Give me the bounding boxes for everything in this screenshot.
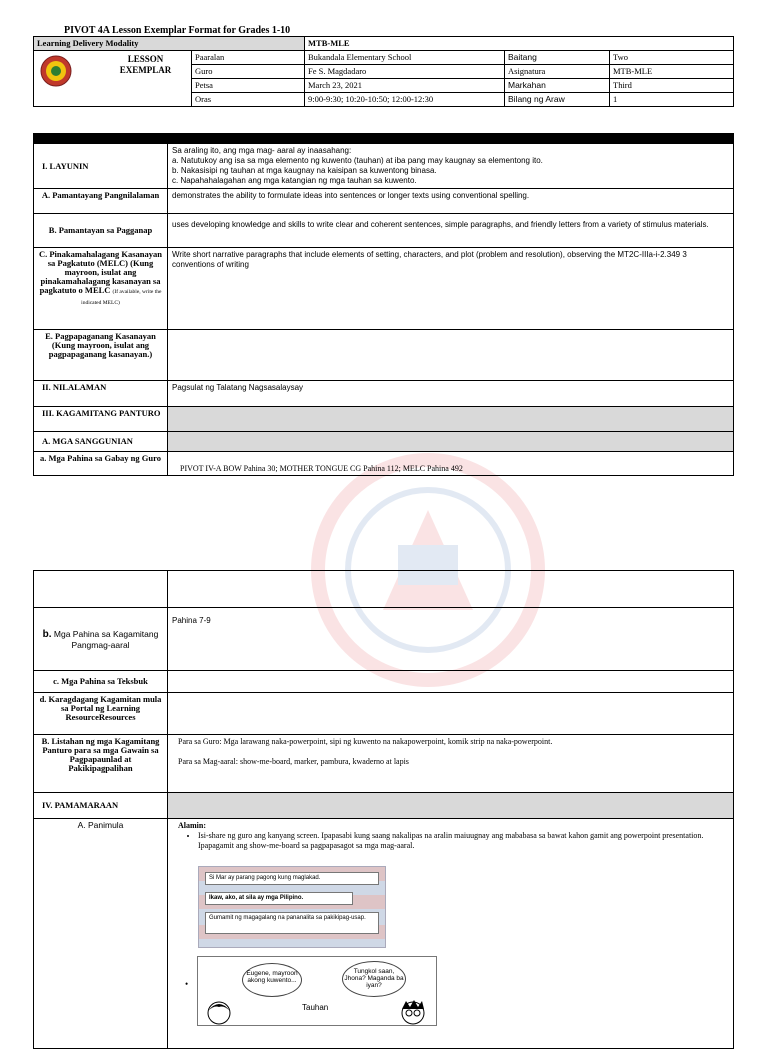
header-value: Third (610, 79, 734, 93)
layunin-line: Sa araling ito, ang mga mag- aaral ay inaasahang: (172, 146, 352, 155)
lesson-header-table (33, 36, 734, 107)
melc-note: (If available, write the indicated MELC) (81, 289, 162, 306)
empty-label-cell (34, 571, 168, 608)
teksbuk-label: c. Mga Pahina sa Teksbuk (34, 671, 168, 693)
sanggunian-value (168, 432, 734, 452)
kagamitang-panturo-label: III. KAGAMITANG PANTURO (34, 407, 168, 432)
melc-value: Write short narrative paragraphs that include elements of setting, characters, and plot (problem and resolution), observing the MT2C-IIIa-i-2.349 3 conventions of writing (168, 248, 734, 330)
kagamitang-pangmag-aaral-prefix: b. (42, 628, 52, 640)
pamamaraan-label: IV. PAMAMARAAN (34, 793, 168, 819)
powerpoint-slide-sentences (198, 866, 386, 948)
document-title: PIVOT 4A Lesson Exemplar Format for Grades 1-10 (64, 25, 291, 36)
pagpapaganang-kasanayan-label: E. Pagpapaganang Kasanayan (Kung mayroon, isulat ang pagpapaganang kasanayan.) (34, 330, 168, 381)
listahan-mag-aaral: Para sa Mag-aaral: show-me-board, marker, pambura, kwaderno at lapis (178, 757, 409, 766)
teksbuk-value (168, 671, 734, 693)
alamin-heading: Alamin: (178, 821, 206, 830)
header-label: Paaralan (192, 51, 305, 65)
gabay-ng-guro-value: PIVOT IV-A BOW Pahina 30; MOTHER TONGUE CG Pahina 112; MELC Pahina 492 (168, 452, 734, 476)
slide-sentence: Si Mar ay parang pagong kung maglakad. (205, 872, 379, 885)
kagamitang-pangmag-aaral-label (34, 608, 168, 671)
panimula-bullet-list (172, 831, 729, 851)
empty-content-cell (168, 571, 734, 608)
header-value: Fe S. Magdadaro (305, 65, 505, 79)
header-value: 1 (610, 93, 734, 107)
header-label: Bilang ng Araw (505, 93, 610, 107)
header-label: Petsa (192, 79, 305, 93)
kagamitang-panturo-value (168, 407, 734, 432)
header-value: 9:00-9:30; 10:20-10:50; 12:00-12:30 (305, 93, 505, 107)
listahan-guro: Para sa Guro: Mga larawang naka-powerpoint, sipi ng kuwento na nakapowerpoint, komik strip na naka-powerpoint. (178, 737, 553, 746)
boy-character-icon (398, 995, 428, 1025)
gabay-ng-guro-label: a. Mga Pahina sa Gabay ng Guro (34, 452, 168, 476)
speech-bubble-left: Eugene, mayroon akong kuwento... (242, 963, 302, 997)
panimula-label: A. Panimula (34, 819, 168, 1049)
karagdagang-kagamitan-label: d. Karagdagang Kagamitan mula sa Portal ng Learning ResourceResources (34, 693, 168, 735)
header-value: Two (610, 51, 734, 65)
powerpoint-slide-comic (197, 956, 437, 1026)
pamantayan-sa-pagganap-value: uses developing knowledge and skills to write clear and coherent sentences, simple paragraphs, and friendly letters from a variety of stimulus materials. (168, 214, 734, 248)
header-label: Markahan (505, 79, 610, 93)
pamantayan-sa-pagganap-label: B. Pamantayan sa Pagganap (34, 214, 168, 248)
karagdagang-kagamitan-value (168, 693, 734, 735)
layunin-line: b. Nakasisipi ng tauhan at mga kaugnay na kaisipan sa kuwentong binasa. (172, 166, 437, 175)
header-value: March 23, 2021 (305, 79, 505, 93)
listahan-kagamitan-label: B. Listahan ng mga Kagamitang Panturo para sa mga Gawain sa Pagpapaunlad at Pakikipagpalihan (34, 735, 168, 793)
sanggunian-label: A. MGA SANGGUNIAN (34, 432, 168, 452)
lesson-objectives-table (33, 133, 734, 476)
pamantayang-pangnilalaman-value: demonstrates the ability to formulate ideas into sentences or longer texts using conventional spelling. (168, 189, 734, 214)
slide-sentence: Ikaw, ako, at sila ay mga Pilipino. (205, 892, 353, 905)
melc-label-text: C. Pinakamahalagang Kasanayan sa Pagkatuto (MELC) (Kung mayroon, isulat ang pinakamahalagang kasanayan sa pagkatuto o MELC (38, 249, 163, 295)
modality-value: MTB-MLE (305, 37, 734, 51)
kagamitang-pangmag-aaral-text: Mga Pahina sa Kagamitang Pangmag-aaral (51, 628, 159, 650)
header-value: MTB-MLE (610, 65, 734, 79)
pamantayang-pangnilalaman-label: A. Pamantayang Pangnilalaman (34, 189, 168, 214)
layunin-content (168, 144, 734, 189)
layunin-line: c. Napahahalagahan ang mga katangian ng mga tauhan sa kuwento. (172, 176, 417, 185)
modality-label: Learning Delivery Modality (34, 37, 305, 51)
pamamaraan-value (168, 793, 734, 819)
melc-label (34, 248, 168, 330)
listahan-kagamitan-value (168, 735, 734, 793)
nilalaman-value: Pagsulat ng Talatang Nagsasalaysay (168, 381, 734, 407)
header-label: Baitang (505, 51, 610, 65)
layunin-label: I. LAYUNIN (34, 144, 168, 189)
kagamitang-pangmag-aaral-value: Pahina 7-9 (168, 608, 734, 671)
speech-bubble-right: Tungkol saan, Jhona? Maganda ba iyan? (342, 961, 406, 997)
girl-character-icon (204, 995, 234, 1025)
panimula-bullet: • Isi-share ng guro ang kanyang screen. Ipapasabi kung saang nakalipas na aralin maiuugnay ang mababasa sa bawat kahon gamit ang powerpoint presentation. Ipapagamit ang show-me-board sa pagpapasagot sa mga mag-aaral. (198, 831, 729, 851)
slide-bullet: • (185, 979, 189, 989)
header-value: Bukandala Elementary School (305, 51, 505, 65)
header-label: Asignatura (505, 65, 610, 79)
header-label: Guro (192, 65, 305, 79)
pagpapaganang-kasanayan-value (168, 330, 734, 381)
nilalaman-label: II. NILALAMAN (34, 381, 168, 407)
logo-cell (34, 51, 101, 107)
lesson-exemplar-label: LESSON EXEMPLAR (100, 51, 192, 107)
header-label: Oras (192, 93, 305, 107)
tauhan-caption: Tauhan (302, 1003, 329, 1012)
layunin-line: a. Natutukoy ang isa sa mga elemento ng kuwento (tauhan) at iba pang may kaugnay sa elementong ito. (172, 156, 543, 165)
slide-sentence: Gumamit ng magagalang na pananalita sa pakikipag-usap. (205, 912, 379, 934)
black-header-bar (34, 134, 734, 144)
